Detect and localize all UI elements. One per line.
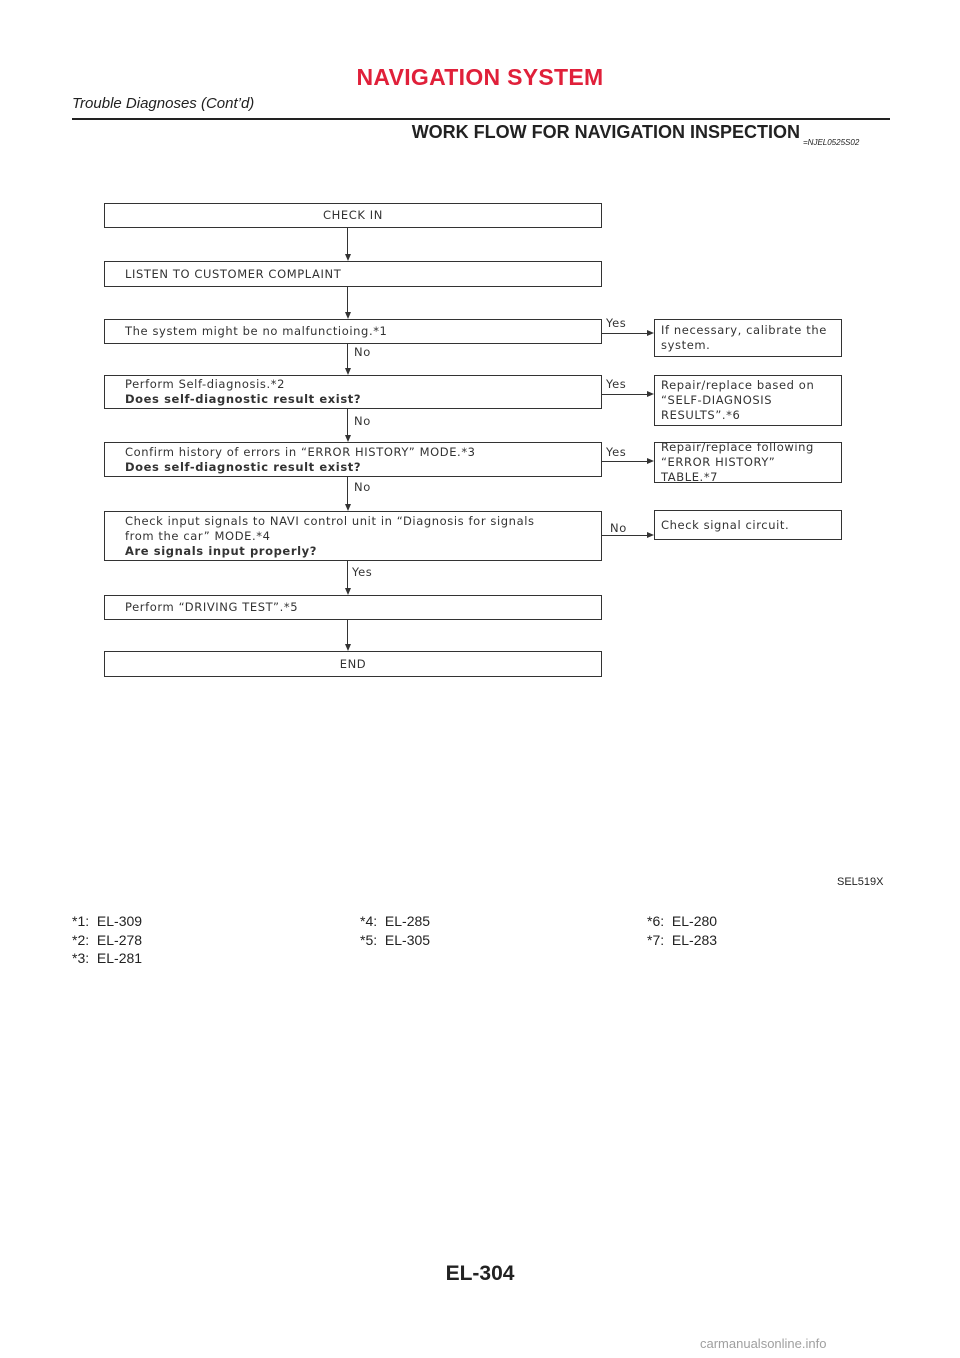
box-step3-yes <box>654 442 842 483</box>
references-col2 <box>360 912 430 949</box>
figure-code: SEL519X <box>837 876 884 888</box>
arrow-down <box>345 435 351 442</box>
box-end <box>104 651 602 677</box>
connector <box>602 333 647 334</box>
reference-item: *4: EL-285 <box>360 913 431 929</box>
box-step4-line1: Check input signals to NAVI control unit in “Diagnosis for signals <box>125 513 535 528</box>
arrow-down <box>345 368 351 375</box>
box-end-label: END <box>339 656 367 671</box>
connector <box>347 344 348 368</box>
arrow-right <box>647 391 654 397</box>
arrow-down <box>345 504 351 511</box>
reference-item: *5: EL-305 <box>360 931 431 948</box>
box-step4-line2: from the car” MODE.*4 <box>125 528 271 543</box>
references-col3 <box>647 912 717 949</box>
arrow-down <box>345 312 351 319</box>
box-listen-label: LISTEN TO CUSTOMER COMPLAINT <box>125 266 342 281</box>
connector <box>347 409 348 435</box>
box-step2-line2: Does self-diagnostic result exist? <box>125 392 362 406</box>
connector <box>347 228 348 254</box>
reference-item: *6: EL-280 <box>647 913 718 929</box>
box-step3-line1: Confirm history of errors in “ERROR HISTORY” MODE.*3 <box>125 444 476 459</box>
box-step2 <box>104 375 602 409</box>
box-step2-yes-label: Repair/replace based on “SELF-DIAGNOSIS RESULTS”.*6 <box>661 378 815 422</box>
header-divider <box>72 118 890 120</box>
box-step4 <box>104 511 602 561</box>
box-step4-no-label: Check signal circuit. <box>661 517 790 532</box>
connector <box>347 561 348 588</box>
box-step4-line3: Are signals input properly? <box>125 543 317 558</box>
chapter-subtitle: Trouble Diagnoses (Cont’d) <box>72 95 255 112</box>
arrow-down <box>345 588 351 595</box>
connector <box>347 287 348 312</box>
yes-label: Yes <box>352 565 373 579</box>
box-listen <box>104 261 602 287</box>
box-check-in <box>104 203 602 228</box>
box-step5 <box>104 595 602 620</box>
section-title: WORK FLOW FOR NAVIGATION INSPECTION <box>411 122 800 142</box>
section-code: =NJEL0525S02 <box>803 138 860 147</box>
connector <box>347 477 348 504</box>
box-step3-line2: Does self-diagnostic result exist? <box>125 459 362 474</box>
connector <box>602 461 647 462</box>
reference-item: *7: EL-283 <box>647 931 718 948</box>
reference-item: *2: EL-278 <box>72 931 143 948</box>
arrow-down <box>345 644 351 651</box>
arrow-down <box>345 254 351 261</box>
page-number: EL-304 <box>445 1262 515 1285</box>
box-step4-no <box>654 510 842 540</box>
connector <box>602 394 647 395</box>
watermark: carmanualsonline.info <box>700 1336 827 1351</box>
box-step2-line1: Perform Self-diagnosis.*2 <box>125 377 286 391</box>
box-step3 <box>104 442 602 477</box>
arrow-right <box>647 458 654 464</box>
chapter-title: NAVIGATION SYSTEM <box>356 64 604 90</box>
box-step5-label: Perform “DRIVING TEST”.*5 <box>125 600 299 614</box>
reference-item: *1: EL-309 <box>72 913 143 929</box>
reference-item: *3: EL-281 <box>72 950 143 966</box>
box-step2-yes <box>654 375 842 426</box>
yes-label: Yes <box>606 445 627 459</box>
references-col1 <box>72 912 142 968</box>
box-step1-yes-label: If necessary, calibrate the system. <box>661 323 827 352</box>
box-step1 <box>104 319 602 344</box>
box-check-in-label: CHECK IN <box>323 208 383 222</box>
yes-label: Yes <box>606 316 627 330</box>
yes-label: Yes <box>606 377 627 391</box>
box-step1-yes <box>654 319 842 357</box>
arrow-right <box>647 532 654 538</box>
connector <box>602 535 647 536</box>
no-label: No <box>610 521 627 535</box>
box-step1-label: The system might be no malfunctioing.*1 <box>125 324 388 338</box>
no-label: No <box>354 480 371 494</box>
connector <box>347 620 348 644</box>
no-label: No <box>354 414 371 428</box>
arrow-right <box>647 330 654 336</box>
box-step3-yes-label: Repair/replace following “ERROR HISTORY” TABLE.*7 <box>661 440 814 484</box>
no-label: No <box>354 345 371 359</box>
